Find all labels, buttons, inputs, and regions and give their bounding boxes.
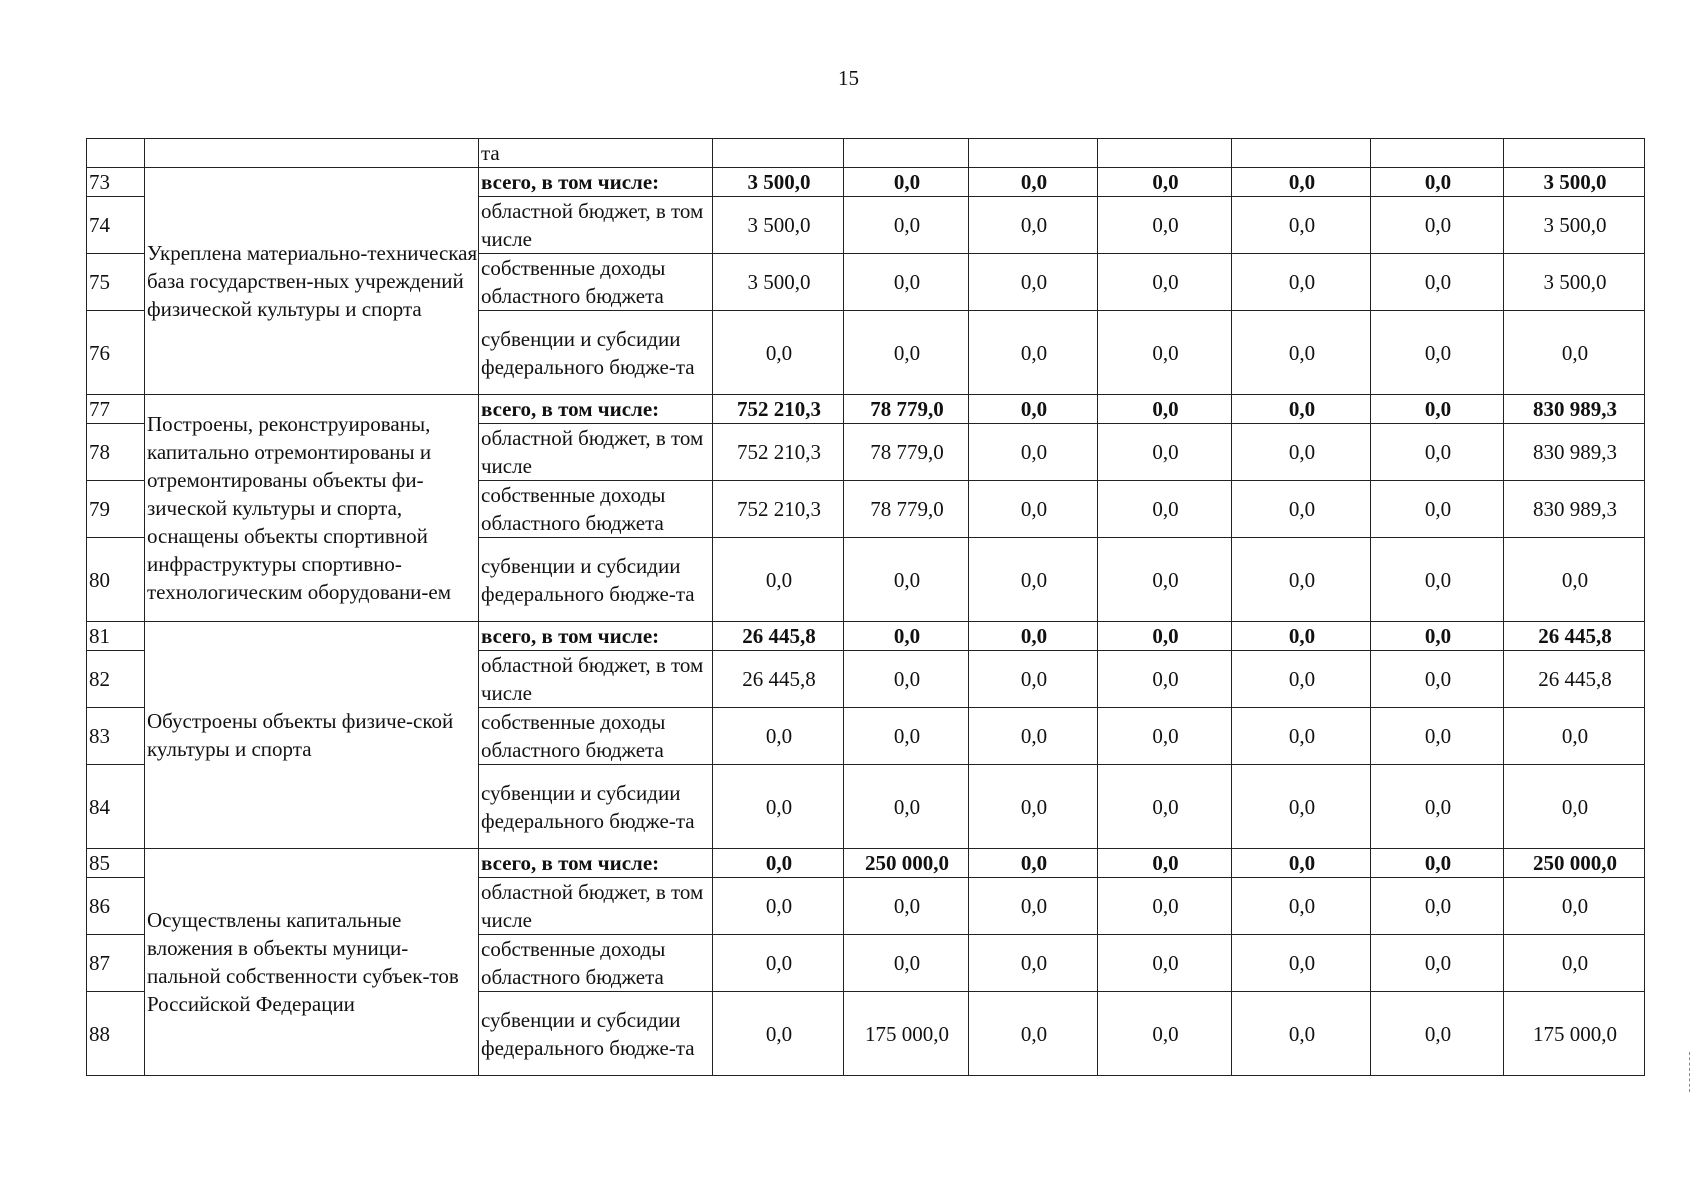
value-cell: 0,0 (1371, 765, 1504, 849)
value-cell: 0,0 (1098, 849, 1232, 878)
description-cell: Построены, реконструированы, капитально отремонтированы и отремонтированы объекты фи-зической культуры и спорта, оснащены объекты спортивной инфраструктуры спортивно-технологическим оборудовани-ем (145, 395, 479, 622)
description-cell (145, 139, 479, 168)
row-number-cell: 76 (87, 311, 145, 395)
value-cell: 26 445,8 (713, 622, 844, 651)
value-cell: 0,0 (1371, 992, 1504, 1076)
value-cell: 0,0 (969, 197, 1098, 254)
funding-source-cell: областной бюджет, в том числе (479, 197, 713, 254)
value-cell: 0,0 (969, 481, 1098, 538)
value-cell: 0,0 (1371, 254, 1504, 311)
budget-table (86, 138, 1645, 1076)
value-cell: 0,0 (1098, 708, 1232, 765)
funding-source-cell: всего, в том числе: (479, 395, 713, 424)
value-cell: 0,0 (844, 651, 969, 708)
value-cell: 0,0 (969, 765, 1098, 849)
funding-source-cell: областной бюджет, в том числе (479, 878, 713, 935)
value-cell: 0,0 (1504, 935, 1645, 992)
table-row (87, 168, 1645, 197)
value-cell: 3 500,0 (713, 168, 844, 197)
row-number-cell: 75 (87, 254, 145, 311)
value-cell: 0,0 (969, 168, 1098, 197)
value-cell (1098, 139, 1232, 168)
row-number-cell: 81 (87, 622, 145, 651)
row-number-cell: 78 (87, 424, 145, 481)
value-cell: 3 500,0 (1504, 197, 1645, 254)
value-cell: 0,0 (1371, 481, 1504, 538)
value-cell: 0,0 (844, 168, 969, 197)
value-cell: 0,0 (1232, 311, 1371, 395)
value-cell: 0,0 (1504, 878, 1645, 935)
value-cell: 0,0 (1098, 197, 1232, 254)
value-cell: 0,0 (1098, 424, 1232, 481)
value-cell: 752 210,3 (713, 424, 844, 481)
row-number-cell: 84 (87, 765, 145, 849)
description-cell: Осуществлены капитальные вложения в объекты муници-пальной собственности субъек-тов Российской Федерации (145, 849, 479, 1076)
value-cell: 0,0 (844, 765, 969, 849)
value-cell: 830 989,3 (1504, 395, 1645, 424)
value-cell: 3 500,0 (713, 197, 844, 254)
value-cell: 78 779,0 (844, 481, 969, 538)
funding-source-cell: собственные доходы областного бюджета (479, 708, 713, 765)
funding-source-cell: субвенции и субсидии федерального бюдже-та (479, 765, 713, 849)
value-cell: 0,0 (1232, 849, 1371, 878)
value-cell: 3 500,0 (1504, 168, 1645, 197)
value-cell: 0,0 (969, 708, 1098, 765)
value-cell: 0,0 (1098, 481, 1232, 538)
value-cell (713, 139, 844, 168)
value-cell: 0,0 (1232, 197, 1371, 254)
value-cell: 250 000,0 (1504, 849, 1645, 878)
value-cell: 0,0 (713, 935, 844, 992)
value-cell: 0,0 (1504, 765, 1645, 849)
row-number-cell: 85 (87, 849, 145, 878)
value-cell: 0,0 (1504, 538, 1645, 622)
value-cell: 0,0 (1232, 765, 1371, 849)
value-cell: 0,0 (713, 992, 844, 1076)
value-cell: 0,0 (713, 538, 844, 622)
description-cell: Обустроены объекты физиче-ской культуры и спорта (145, 622, 479, 849)
value-cell: 830 989,3 (1504, 481, 1645, 538)
value-cell: 0,0 (844, 935, 969, 992)
value-cell: 0,0 (713, 765, 844, 849)
value-cell: 0,0 (1371, 849, 1504, 878)
value-cell: 175 000,0 (844, 992, 969, 1076)
value-cell: 0,0 (969, 311, 1098, 395)
value-cell: 0,0 (969, 254, 1098, 311)
value-cell: 0,0 (1232, 424, 1371, 481)
value-cell: 0,0 (844, 878, 969, 935)
value-cell: 0,0 (1371, 622, 1504, 651)
funding-source-cell: собственные доходы областного бюджета (479, 481, 713, 538)
value-cell: 26 445,8 (1504, 651, 1645, 708)
value-cell: 0,0 (1098, 935, 1232, 992)
value-cell: 0,0 (844, 622, 969, 651)
funding-source-cell: собственные доходы областного бюджета (479, 254, 713, 311)
page-number: 15 (838, 66, 859, 90)
value-cell: 175 000,0 (1504, 992, 1645, 1076)
value-cell: 0,0 (969, 538, 1098, 622)
value-cell: 0,0 (844, 708, 969, 765)
value-cell: 0,0 (1371, 878, 1504, 935)
value-cell: 0,0 (1232, 708, 1371, 765)
value-cell: 250 000,0 (844, 849, 969, 878)
row-number-cell: 87 (87, 935, 145, 992)
funding-source-cell: субвенции и субсидии федерального бюдже-та (479, 311, 713, 395)
row-number-cell: 74 (87, 197, 145, 254)
value-cell (1504, 139, 1645, 168)
table-row-continuation (87, 139, 1645, 168)
value-cell: 0,0 (844, 197, 969, 254)
value-cell (1371, 139, 1504, 168)
value-cell: 0,0 (969, 849, 1098, 878)
value-cell: 3 500,0 (1504, 254, 1645, 311)
value-cell: 0,0 (1098, 395, 1232, 424)
value-cell: 0,0 (1371, 651, 1504, 708)
value-cell: 0,0 (1232, 538, 1371, 622)
value-cell (969, 139, 1098, 168)
funding-source-cell: субвенции и субсидии федерального бюдже-та (479, 992, 713, 1076)
value-cell (1232, 139, 1371, 168)
value-cell: 78 779,0 (844, 424, 969, 481)
value-cell: 0,0 (1098, 992, 1232, 1076)
row-number-cell: 86 (87, 878, 145, 935)
value-cell: 0,0 (844, 311, 969, 395)
value-cell: 0,0 (1371, 311, 1504, 395)
value-cell: 0,0 (713, 878, 844, 935)
value-cell: 0,0 (1098, 311, 1232, 395)
value-cell: 0,0 (1232, 168, 1371, 197)
row-number-cell: 83 (87, 708, 145, 765)
value-cell: 0,0 (1098, 168, 1232, 197)
value-cell: 0,0 (969, 622, 1098, 651)
funding-source-cell: всего, в том числе: (479, 168, 713, 197)
funding-source-cell: областной бюджет, в том числе (479, 424, 713, 481)
value-cell: 752 210,3 (713, 395, 844, 424)
funding-source-cell: собственные доходы областного бюджета (479, 935, 713, 992)
value-cell: 830 989,3 (1504, 424, 1645, 481)
funding-source-cell: всего, в том числе: (479, 849, 713, 878)
value-cell: 0,0 (1098, 878, 1232, 935)
value-cell: 0,0 (1371, 424, 1504, 481)
row-number-cell: 88 (87, 992, 145, 1076)
value-cell: 0,0 (1098, 622, 1232, 651)
value-cell: 0,0 (1232, 481, 1371, 538)
value-cell: 0,0 (1232, 878, 1371, 935)
value-cell: 0,0 (1232, 992, 1371, 1076)
value-cell: 0,0 (969, 424, 1098, 481)
value-cell: 0,0 (713, 849, 844, 878)
value-cell: 78 779,0 (844, 395, 969, 424)
value-cell: 0,0 (1232, 622, 1371, 651)
value-cell: 0,0 (1232, 254, 1371, 311)
row-number-cell: 73 (87, 168, 145, 197)
value-cell: 0,0 (1371, 538, 1504, 622)
value-cell: 752 210,3 (713, 481, 844, 538)
value-cell: 0,0 (844, 254, 969, 311)
value-cell: 0,0 (713, 311, 844, 395)
value-cell: 26 445,8 (713, 651, 844, 708)
funding-source-cell: та (479, 139, 713, 168)
row-number-cell (87, 139, 145, 168)
value-cell: 0,0 (1504, 708, 1645, 765)
value-cell: 0,0 (969, 992, 1098, 1076)
table-row (87, 622, 1645, 651)
value-cell: 0,0 (1098, 765, 1232, 849)
value-cell: 0,0 (1232, 651, 1371, 708)
value-cell: 0,0 (969, 651, 1098, 708)
value-cell: 0,0 (844, 538, 969, 622)
table-row (87, 395, 1645, 424)
row-number-cell: 82 (87, 651, 145, 708)
value-cell: 0,0 (1232, 935, 1371, 992)
value-cell: 0,0 (1232, 395, 1371, 424)
funding-source-cell: областной бюджет, в том числе (479, 651, 713, 708)
row-number-cell: 77 (87, 395, 145, 424)
value-cell: 0,0 (1371, 395, 1504, 424)
value-cell: 0,0 (969, 878, 1098, 935)
funding-source-cell: субвенции и субсидии федерального бюдже-та (479, 538, 713, 622)
value-cell: 0,0 (1098, 254, 1232, 311)
value-cell: 0,0 (1371, 708, 1504, 765)
value-cell: 0,0 (1371, 935, 1504, 992)
value-cell: 0,0 (1098, 651, 1232, 708)
table-body (87, 139, 1645, 1076)
value-cell: 0,0 (1371, 168, 1504, 197)
value-cell (844, 139, 969, 168)
value-cell: 0,0 (969, 935, 1098, 992)
scan-edge-mark (1689, 1052, 1693, 1092)
description-cell: Укреплена материально-техническая база государствен-ных учреждений физической культуры и спорта (145, 168, 479, 395)
value-cell: 0,0 (713, 708, 844, 765)
value-cell: 0,0 (1098, 538, 1232, 622)
row-number-cell: 80 (87, 538, 145, 622)
row-number-cell: 79 (87, 481, 145, 538)
table-row (87, 849, 1645, 878)
value-cell: 0,0 (1504, 311, 1645, 395)
value-cell: 0,0 (1371, 197, 1504, 254)
value-cell: 3 500,0 (713, 254, 844, 311)
value-cell: 0,0 (969, 395, 1098, 424)
value-cell: 26 445,8 (1504, 622, 1645, 651)
funding-source-cell: всего, в том числе: (479, 622, 713, 651)
